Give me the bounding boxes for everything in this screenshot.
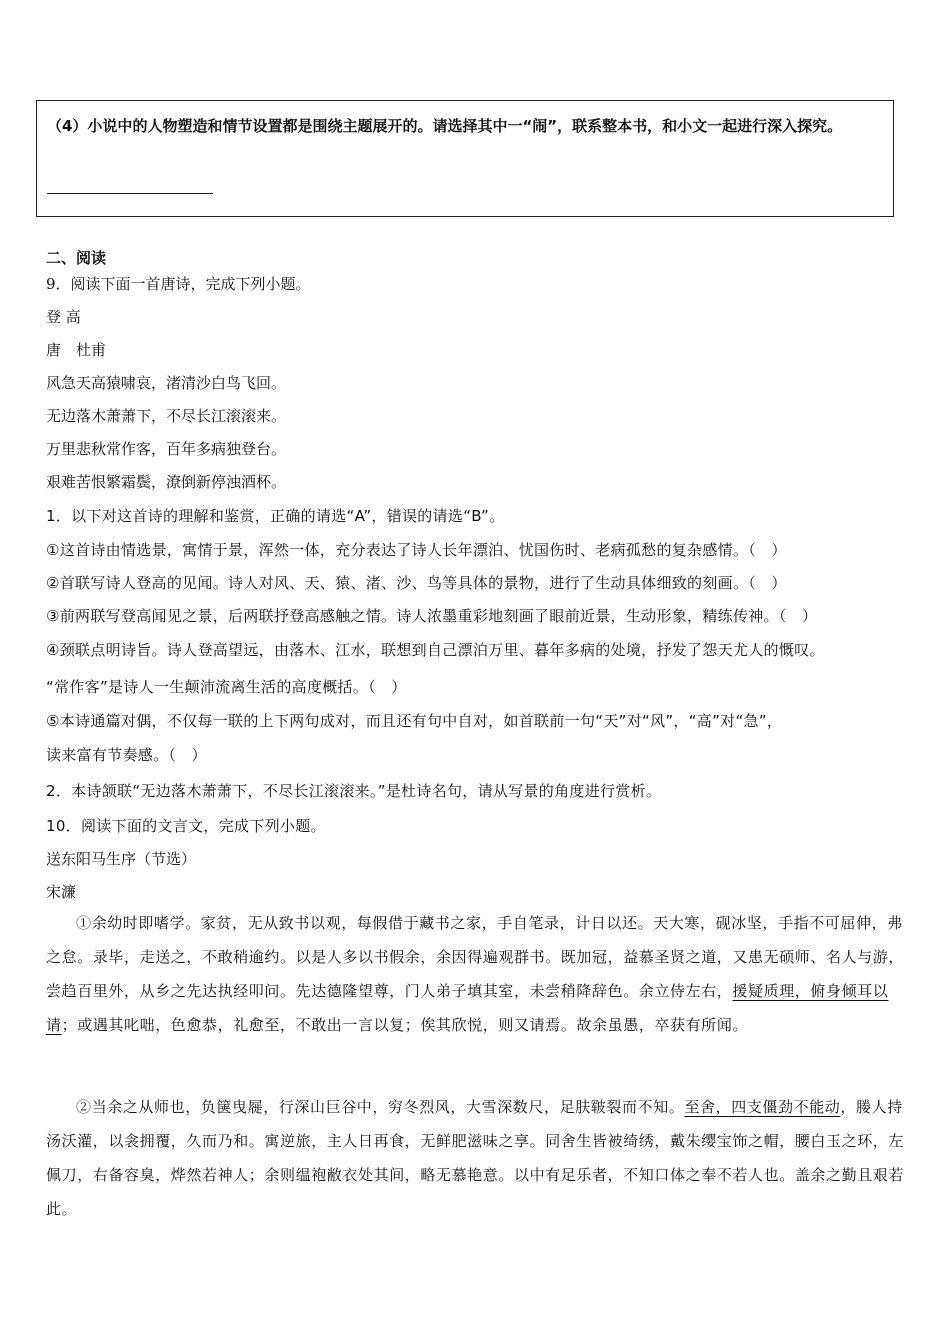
poem-title: 登 高 [46,308,81,326]
essay-title: 送东阳马生序（节选） [46,850,197,868]
question-10-intro: 10．阅读下面的文言文，完成下列小题。 [46,817,326,835]
question-1-stem: 1．以下对这首诗的理解和鉴赏，正确的请选“A”，错误的请选“B”。 [46,507,505,525]
question-1-item: ⑤本诗通篇对偶，不仅每一联的上下两句成对，而且还有句中自对，如首联前一句“天”对“风”，“高”对“急”， [46,712,783,730]
essay-paragraph-2-text-b: ，媵人持汤沃灌，以衾拥覆，久而乃和。寓逆旅，主人日再食，无鲜肥滋味之享。同舍生皆被绮绣，戴朱缨宝饰之帽，腰白玉之环，左佩刀，右备容臭，烨然若神人；余则缊袍敝衣处其间，略无慕艳意。以中有足乐者，不知口体之奉不若人也。盖余之勤且艰若此。 [46,1098,905,1218]
question-1-item: ④颈联点明诗旨。诗人登高望远，由落木、江水，联想到自己漂泊万里、暮年多病的处境，抒发了怨天尤人的慨叹。 [46,641,825,659]
underlined-sentence: 至舍，四支僵劲不能动 [684,1098,841,1116]
essay-paragraph-1-text-a: ①余幼时即嗜学。家贫，无从致书以观，每假借于藏书之家，手自笔录，计日以还。天大寒，砚冰坚，手指不可屈伸，弗之怠。录毕，走送之，不敢稍逾约。以是人多以书假余，余因得遍观群书。既加冠，益慕圣贤之道，又患无硕师、名人与游，尝趋百里外，从乡之先达执经叩问。先达德隆望尊，门人弟子填其室，未尝稍降辞色。余立侍左右， [46,914,905,1000]
essay-paragraph-1 [46,906,904,1042]
poem-line: 风急天高猿啸哀，渚清沙白鸟飞回。 [46,374,287,392]
underlined-sentence: 援疑质理，俯身倾耳以请 [46,982,889,1034]
question-9-intro: 9．阅读下面一首唐诗，完成下列小题。 [46,275,311,293]
poem-line: 万里悲秋常作客，百年多病独登台。 [46,440,287,458]
question-4-box [36,100,894,217]
poem-author: 唐 杜甫 [46,341,107,359]
question-4-text: （4）小说中的人物塑造和情节设置都是围绕主题展开的。请选择其中一“闹”，联系整本书，和小文一起进行深入探究。 [47,117,843,135]
poem-line: 无边落木萧萧下，不尽长江滚滚来。 [46,407,287,425]
essay-paragraph-2-text-a: ②当余之从师也，负箧曳屣，行深山巨谷中，穷冬烈风，大雪深数尺，足肤皲裂而不知。 [76,1098,685,1116]
section-title: 二、阅读 [46,249,107,267]
question-1-item: ①这首诗由情选景，寓情于景，浑然一体，充分表达了诗人长年漂泊、忧国伤时、老病孤愁的复杂感情。（ ） [46,541,787,559]
question-1-item: “常作客”是诗人一生颠沛流离生活的高度概括。（ ） [46,678,407,696]
question-2-stem: 2．本诗颔联“无边落木萧萧下，不尽长江滚滚来。”是杜诗名句，请从写景的角度进行赏析。 [46,782,662,800]
essay-paragraph-2 [46,1090,904,1226]
essay-paragraph-1-text-b: ；或遇其叱咄，色愈恭，礼愈至，不敢出一言以复；俟其欣悦，则又请焉。故余虽愚，卒获有所闻。 [61,1016,749,1034]
answer-blank-line [47,193,213,194]
question-1-item: 读来富有节奏感。（ ） [46,746,207,764]
essay-author: 宋濂 [46,883,77,901]
question-1-item: ③前两联写登高闻见之景，后两联抒登高感触之情。诗人浓墨重彩地刻画了眼前近景，生动形象，精练传神。（ ） [46,607,818,625]
poem-line: 艰难苦恨繁霜鬓，潦倒新停浊酒杯。 [46,473,287,491]
question-1-item: ②首联写诗人登高的见闻。诗人对风、天、猿、渚、沙、鸟等具体的景物，进行了生动具体细致的刻画。（ ） [46,574,787,592]
